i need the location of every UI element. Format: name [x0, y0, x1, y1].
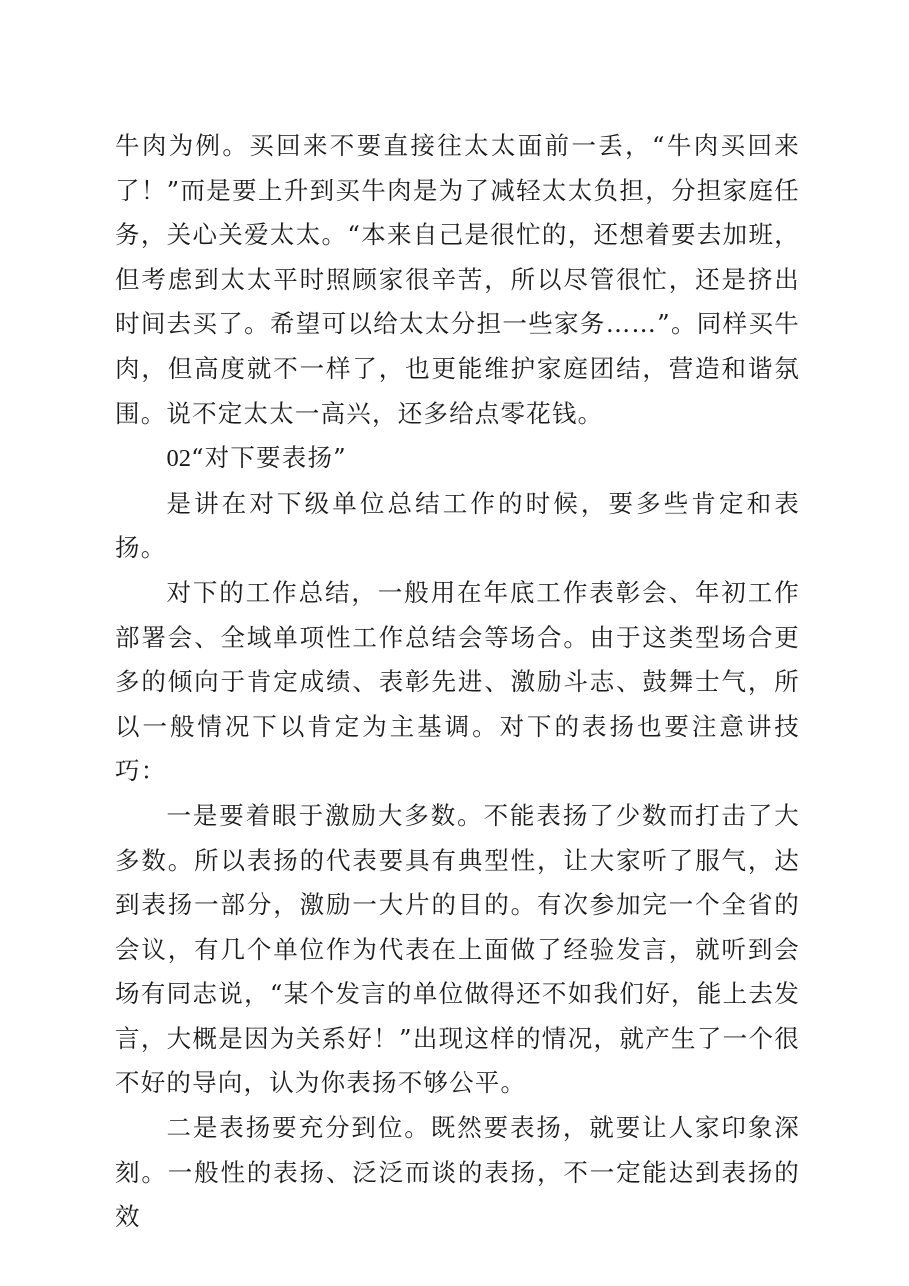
section-title: “对下要表扬”: [190, 443, 347, 473]
paragraph-point-two: 二是表扬要充分到位。既然要表扬，就要让人家印象深刻。一般性的表扬、泛泛而谈的表扬，不一定能达到表扬的效: [115, 1113, 800, 1232]
section-number: 02: [166, 445, 191, 473]
paragraph-point-one: 一是要着眼于激励大多数。不能表扬了少数而打击了大多数。所以表扬的代表要具有典型性，让大家听了服气，达到表扬一部分，激励一大片的目的。有次参加完一个全省的会议，有几个单位作为代表在上面做了经验发言，就听到会场有同志说，“某个发言的单位做得还不如我们好，能上去发言，大概是因为关系好！”出现这样的情况，就产生了一个很不好的导向，认为你表扬不够公平。: [115, 800, 800, 1098]
paragraph-praise-intro: 是讲在对下级单位总结工作的时候，要多些肯定和表扬。: [115, 488, 800, 563]
section-heading-02: [115, 436, 800, 482]
document-body: [115, 124, 800, 1240]
paragraph-work-summary: 对下的工作总结，一般用在年底工作表彰会、年初工作部署会、全域单项性工作总结会等场合。由于这类型场合更多的倾向于肯定成绩、表彰先进、激励斗志、鼓舞士气，所以一般情况下以肯定为主基调。对下的表扬也要注意讲技巧：: [115, 577, 800, 786]
paragraph-beef-example: 牛肉为例。买回来不要直接往太太面前一丢，“牛肉买回来了！”而是要上升到买牛肉是为了减轻太太负担，分担家庭任务，关心关爱太太。“本来自己是很忙的，还想着要去加班，但考虑到太太平时照顾家很辛苦，所以尽管很忙，还是挤出时间去买了。希望可以给太太分担一些家务……”。同样买牛肉，但高度就不一样了，也更能维护家庭团结，营造和谐氛围。说不定太太一高兴，还多给点零花钱。: [115, 131, 800, 428]
